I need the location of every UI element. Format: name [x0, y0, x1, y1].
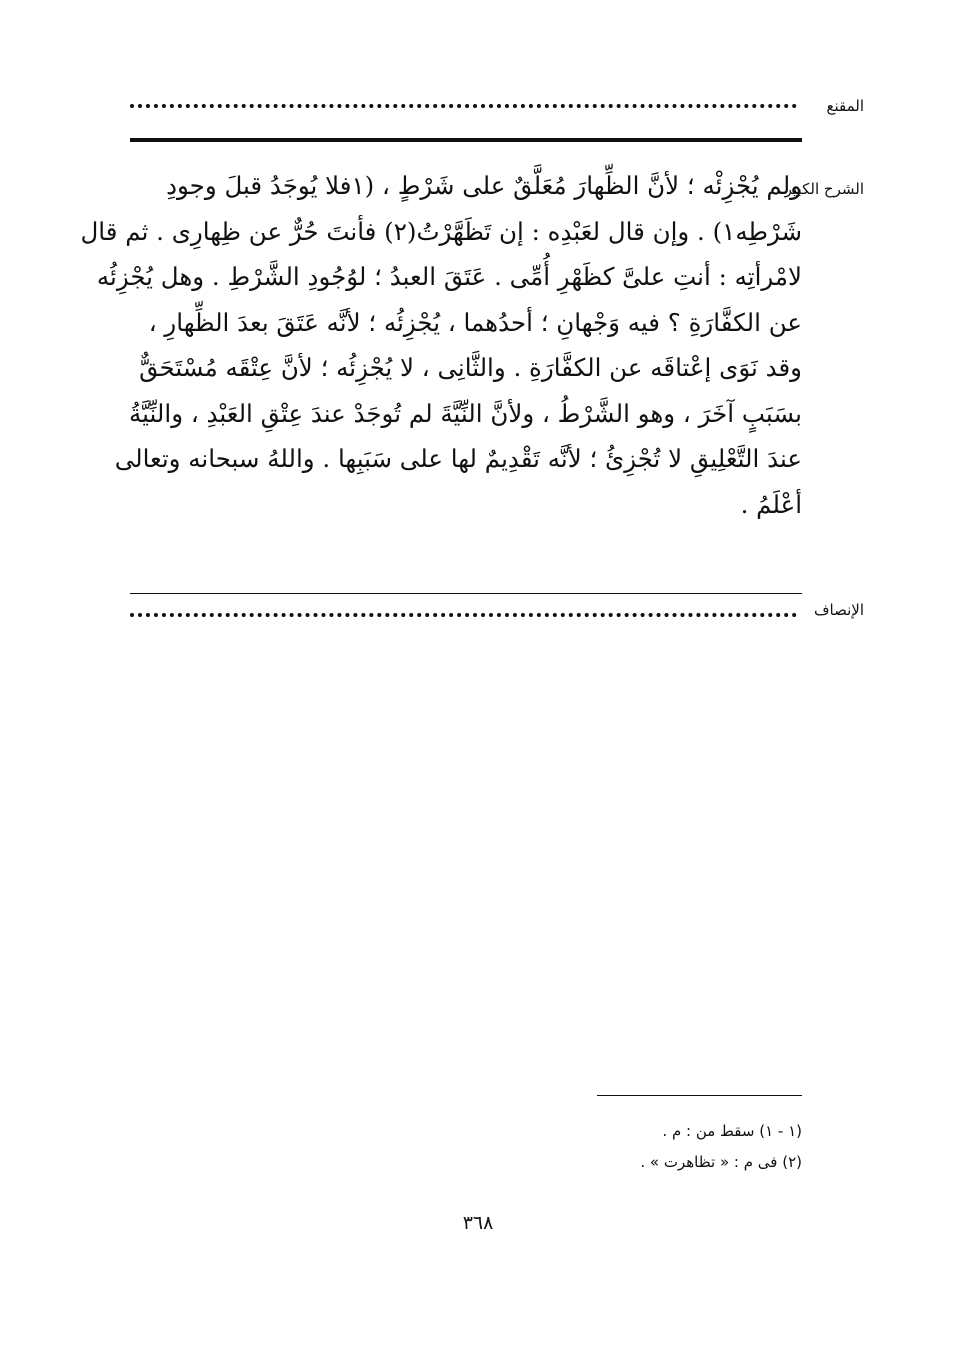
- text-line: ولم يُجْزِئْه ؛ لأنَّ الظِّهارَ مُعَلَّقٌ على شَرْطٍ ، (١فلا يُوجَدُ قبلَ وجودِ: [166, 171, 802, 200]
- insaf-dotted-leader: [130, 609, 797, 617]
- sharh-body-text: [80, 163, 802, 527]
- text-line: لامْرأتِه : أنتِ علىَّ كظَهْرِ أُمِّى . عَتَقَ العبدُ ؛ لوُجُودِ الشَّرْطِ . وهل يُجْزِئُه: [96, 262, 802, 291]
- footnote-2: (٢) فى م : « تظاهرت » .: [640, 1153, 802, 1171]
- text-line: عندَ التَّعْلِيقِ لا تُجْزِئُ ؛ لأنَّه تَقْدِيمٌ لها على سَبَبِها . واللهُ سبحانه وتعالى: [114, 444, 802, 473]
- muqni-separator-rule: [130, 138, 802, 142]
- text-line: أعْلَمُ .: [740, 489, 802, 519]
- sharh-label: الشرح الكبير: [784, 180, 864, 198]
- footnote-1: (١ - ١) سقط من : م .: [662, 1122, 802, 1140]
- footnote-rule: [597, 1095, 802, 1096]
- muqni-dotted-leader: [130, 100, 797, 108]
- text-line: بسَبَبٍ آخَرَ ، وهو الشَّرْطُ ، ولأنَّ النِّيَّةَ لم تُوجَدْ عندَ عِتْقِ العَبْدِ ، والنِّيَّةُ: [129, 398, 802, 428]
- text-line: وقد نَوَى إعْتاقَه عن الكفَّارَةِ . والثَّانِى ، لا يُجْزِئُه ؛ لأنَّ عِتْقَه مُسْتَحَقٌّ: [139, 353, 802, 382]
- muqni-label: المقنع: [826, 97, 864, 115]
- page-number: ٣٦٨: [462, 1212, 494, 1234]
- insaf-separator-rule: [130, 593, 802, 594]
- insaf-label: الإنصاف: [813, 601, 864, 619]
- text-line: شَرْطِه١) . وإن قال لعَبْدِه : إن تَظَهَّرْتُ(٢) فأنتَ حُرٌّ عن ظِهارِى . ثم قال: [80, 216, 802, 246]
- text-line: عن الكفَّارَةِ ؟ فيه وَجْهانِ ؛ أحدُهما ، يُجْزِئُه ؛ لأنَّه عَتَقَ بعدَ الظِّهارِ ،: [148, 307, 802, 337]
